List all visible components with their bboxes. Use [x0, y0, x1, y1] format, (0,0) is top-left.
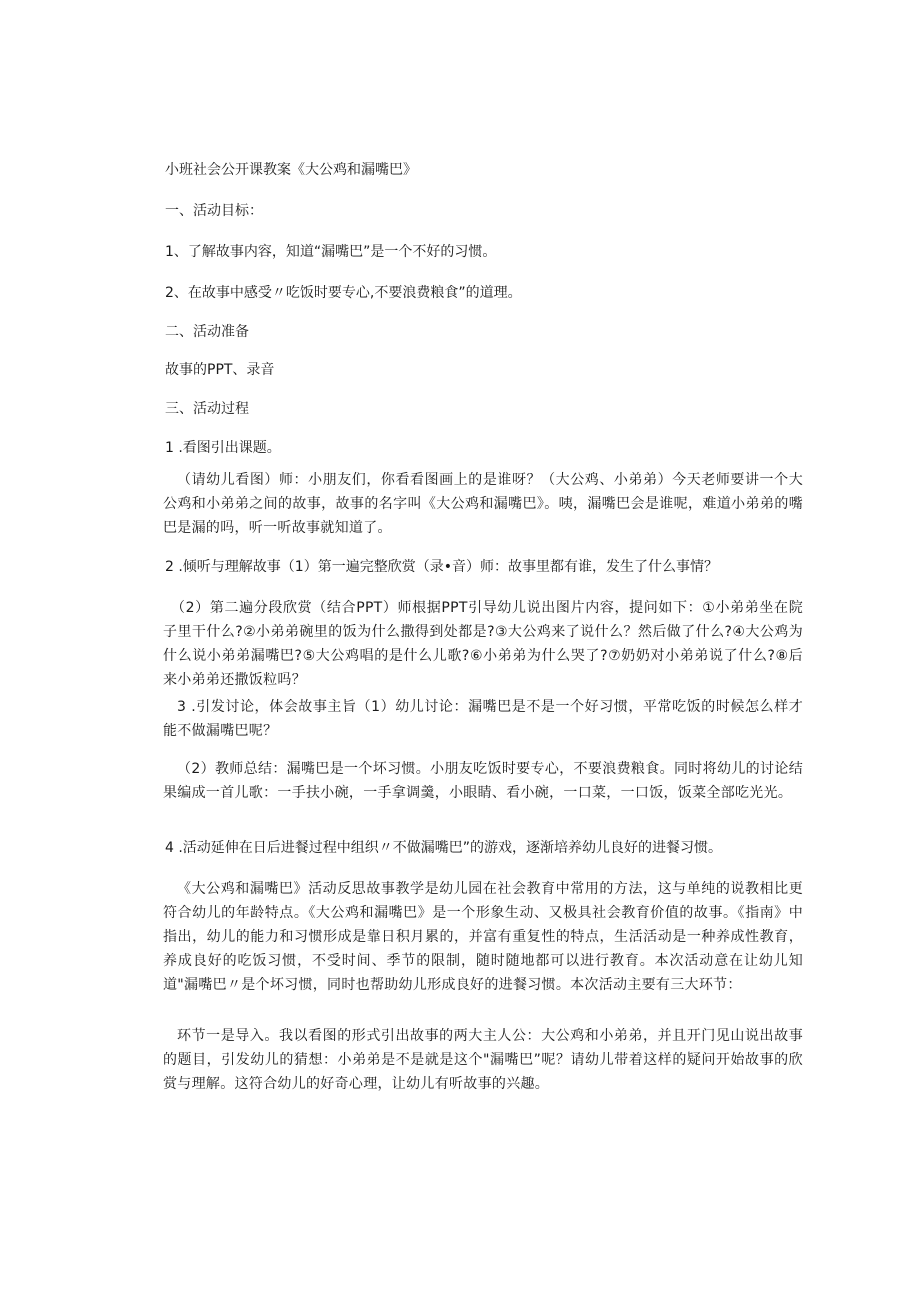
section-heading-preparation: 二、活动准备: [165, 324, 249, 340]
step-2-heading: 2 .倾听与理解故事（1）第一遍完整欣赏（录•音）师：故事里都有谁，发生了什么事情？: [165, 559, 718, 575]
step-3-heading: 3 .引发讨论，体会故事主旨（1）幼儿讨论：漏嘴巴是不是一个好习惯，平常吃饭的时候怎么样才能不做漏嘴巴呢？: [163, 699, 803, 739]
section-heading-process: 三、活动过程: [165, 401, 249, 417]
goal-item-1: 1、了解故事内容，知道“漏嘴巴”是一个不好的习惯。: [165, 244, 497, 260]
step-1-detail: （请幼儿看图）师：小朋友们，你看看图画上的是谁呀？（大公鸡、小弟弟）今天老师要讲一个大公鸡和小弟弟之间的故事，故事的名字叫《大公鸡和漏嘴巴》。咦，漏嘴巴会是谁呢，难道小弟弟的嘴巴是漏的吗，听一听故事就知道了。: [163, 472, 803, 536]
step-2-detail: （2）第二遍分段欣赏（结合PPT）师根据PPT引导幼儿说出图片内容，提问如下：①小弟弟坐在院子里干什么?②小弟弟碗里的饭为什么撒得到处都是?③大公鸡来了说什么？然后做了什么?④大公鸡为什么说小弟弟漏嘴巴?⑤大公鸡唱的是什么儿歌?⑥小弟弟为什么哭了?⑦奶奶对小弟弟说了什么?⑧后来小弟弟还撒饭粒吗？: [163, 600, 803, 688]
reflection-paragraph-2: 环节一是导入。我以看图的形式引出故事的两大主人公：大公鸡和小弟弟，并且开门见山说出故事的题目，引发幼儿的猜想：小弟弟是不是就是这个"漏嘴巴”呢？请幼儿带着这样的疑问开始故事的欣赏与理解。这符合幼儿的好奇心理，让幼儿有听故事的兴趣。: [163, 1028, 803, 1092]
document-title: 小班社会公开课教案《大公鸡和漏嘴巴》: [165, 162, 417, 178]
reflection-paragraph-1: 《大公鸡和漏嘴巴》活动反思故事教学是幼儿园在社会教育中常用的方法，这与单纯的说教相比更符合幼儿的年龄特点。《大公鸡和漏嘴巴》是一个形象生动、又极具社会教育价值的故事。《指南》中指出，幼儿的能力和习惯形成是靠日积月累的，并富有重复性的特点，生活活动是一种养成性教育，养成良好的吃饭习惯，不受时间、季节的限制，随时随地都可以进行教育。本次活动意在让幼儿知道"漏嘴巴〃是个坏习惯，同时也帮助幼儿形成良好的进餐习惯。本次活动主要有三大环节：: [163, 881, 803, 993]
preparation-text: 故事的PPT、录音: [165, 362, 275, 378]
section-heading-goals: 一、活动目标：: [165, 203, 263, 219]
step-3-detail: （2）教师总结：漏嘴巴是一个坏习惯。小朋友吃饭时要专心，不要浪费粮食。同时将幼儿的讨论结果编成一首儿歌：一手扶小碗，一手拿调羹，小眼睛、看小碗，一口菜，一口饭，饭菜全部吃光光。: [163, 761, 803, 801]
step-4-heading: 4 .活动延伸在日后进餐过程中组织〃不做漏嘴巴”的游戏，逐渐培养幼儿良好的进餐习惯。: [165, 840, 723, 856]
step-1-heading: 1 .看图引出课题。: [165, 440, 281, 456]
goal-item-2: 2、在故事中感受〃吃饭时要专心,不要浪费粮食”的道理。: [165, 285, 522, 301]
